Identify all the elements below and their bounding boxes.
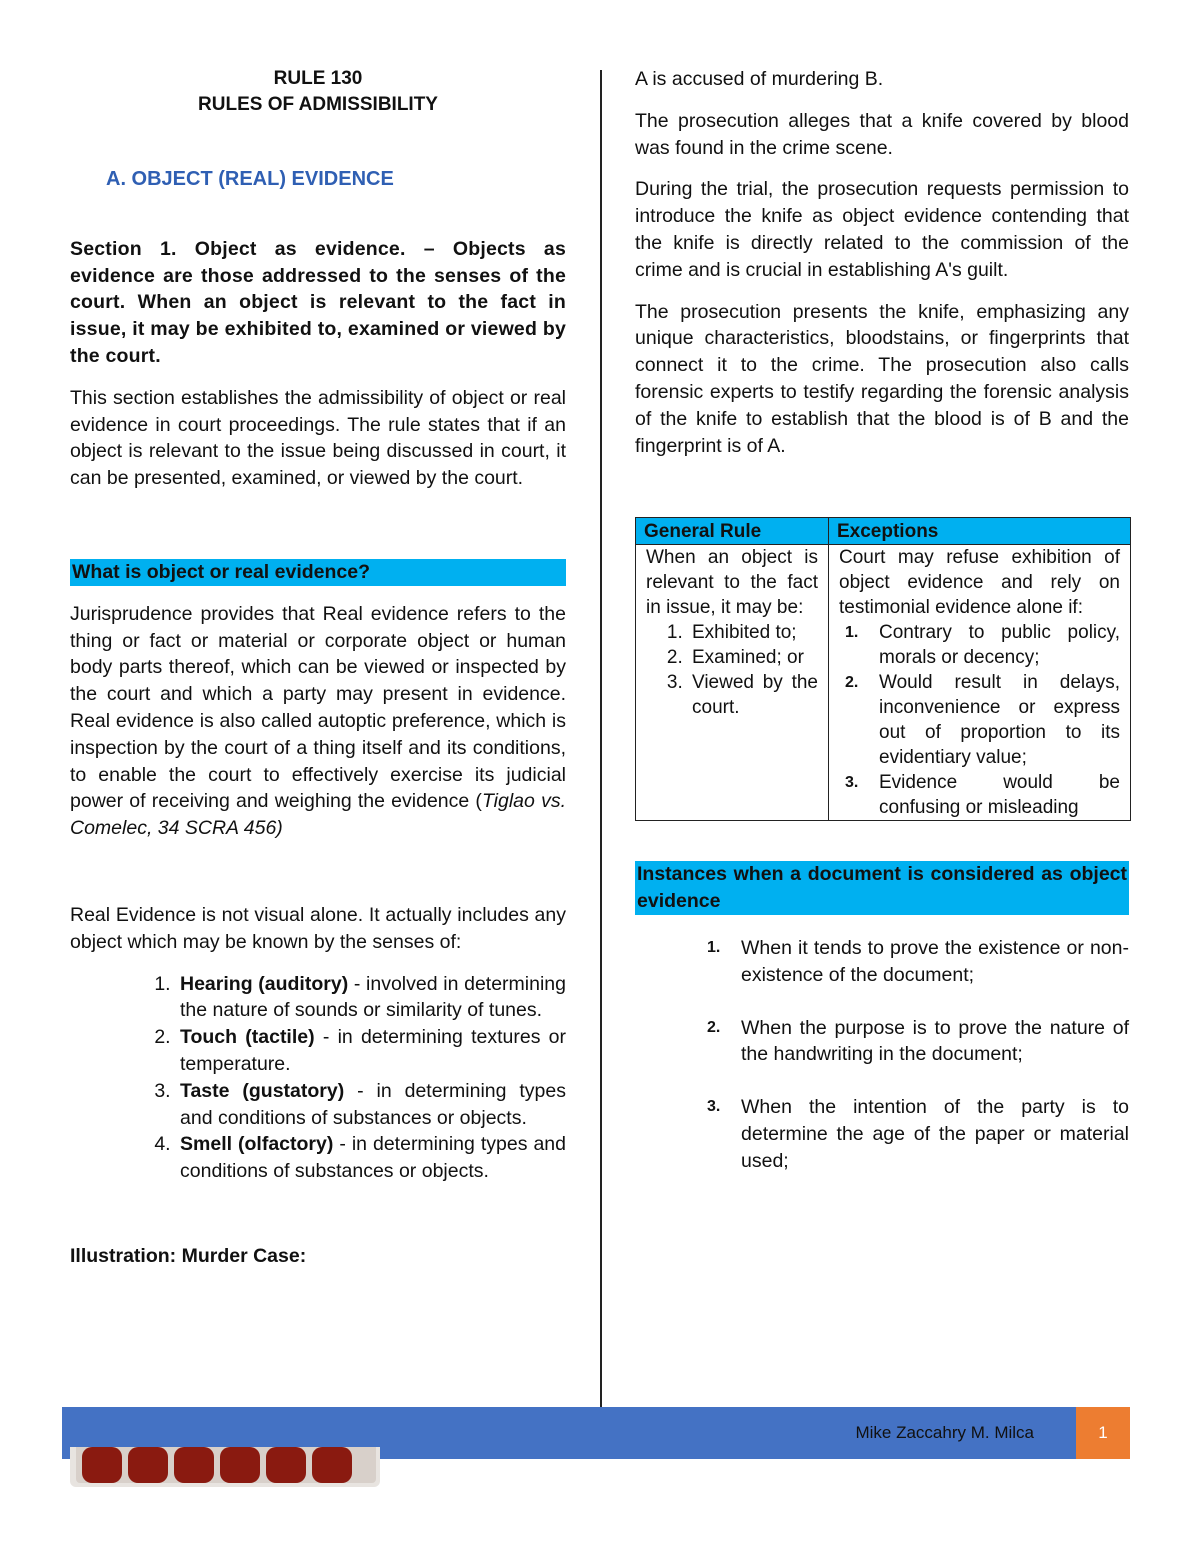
case-paragraph-2: The prosecution alleges that a knife covered by blood was found in the crime scene. bbox=[635, 109, 1129, 159]
jurisprudence-text: Jurisprudence provides that Real evidence refers to the thing or fact or material or corporate object or human body parts thereof, which can be viewed or inspected by the court and which a party may present in evidence. Real evidence is also called autoptic preference, which is inspection by the court of a thing itself and its conditions, to enable the court to effectively exercise its judicial power of receiving and weighing the evidence ( bbox=[70, 602, 566, 813]
section-1-text: Section 1. Object as evidence. – Objects as evidence are those addressed to the senses of the court. When an object is relevant to the fact in issue, it may be exhibited to, examined or viewed by the court. bbox=[70, 237, 566, 367]
instances-heading: Instances when a document is considered as object evidence bbox=[635, 861, 1129, 915]
senses-list bbox=[70, 971, 566, 1185]
case-paragraph-3: During the trial, the prosecution requests permission to introduce the knife as object evidence contending that the knife is directly related to the commission of the crime and is crucial in establishing A's guilt. bbox=[635, 178, 1129, 281]
list-item: 1. When it tends to prove the existence or non-existence of the document; bbox=[707, 936, 1129, 986]
illustration-heading: Illustration: Murder Case: bbox=[70, 1244, 307, 1267]
admissibility-paragraph: This section establishes the admissibility of object or real evidence in court proceedings. The rule states that if an object is relevant to the issue being discussed in court, it can be presented, examined, or viewed by the court. bbox=[70, 386, 566, 490]
list-item: 2. When the purpose is to prove the nature of the handwriting in the document; bbox=[707, 1016, 1129, 1066]
exceptions-intro: Court may refuse exhibition of object evidence and rely on testimonial evidence alone if: bbox=[839, 547, 1120, 619]
page-number: 1 bbox=[1076, 1407, 1130, 1459]
exception-text: Would result in delays, inconvenience or express out of proportion to its evidentiary value; bbox=[879, 672, 1120, 769]
sense-desc: - in determining types and conditions of substances or objects. bbox=[180, 1133, 566, 1183]
object-evidence-heading: A. OBJECT (REAL) EVIDENCE bbox=[106, 168, 394, 190]
general-rule-list bbox=[646, 620, 818, 720]
jurisprudence-citation: Tiglao vs. Comelec, 34 SCRA 456) bbox=[70, 790, 566, 840]
rule-subtitle: RULES OF ADMISSIBILITY bbox=[198, 94, 438, 115]
sense-desc: - in determining types and conditions of substances or objects. bbox=[180, 1079, 566, 1129]
case-paragraph-4: The prosecution presents the knife, emphasizing any unique characteristics, bloodstains, or fingerprints that connect it to the crime. The prosecution also calls forensic experts to testify regarding the forensic analysis of the knife to establish that the blood is of B and the fingerprint is of A. bbox=[635, 300, 1129, 457]
instance-text: When the purpose is to prove the nature of the handwriting in the document; bbox=[741, 1016, 1129, 1066]
rules-table bbox=[635, 517, 1131, 821]
instance-text: When the intention of the party is to determine the age of the paper or material used; bbox=[741, 1096, 1129, 1172]
list-item: 3. Viewed by the court. bbox=[688, 670, 818, 720]
exceptions-cell bbox=[829, 545, 1131, 821]
logo-graphic bbox=[62, 1407, 382, 1491]
list-item: 2. Would result in delays, inconvenience or express out of proportion to its evidentiary value; bbox=[845, 672, 1120, 769]
list-item: 3. Evidence would be confusing or misleading bbox=[845, 772, 1120, 819]
real-evidence-paragraph: Real Evidence is not visual alone. It actually includes any object which may be known by the senses of: bbox=[70, 903, 566, 953]
instance-text: When it tends to prove the existence or non-existence of the document; bbox=[741, 936, 1129, 986]
general-rule-cell bbox=[636, 545, 829, 821]
column-divider bbox=[600, 70, 602, 1410]
exception-text: Evidence would be confusing or misleading bbox=[879, 772, 1120, 819]
case-paragraph-1: A is accused of murdering B. bbox=[635, 68, 884, 90]
object-evidence-question-heading: What is object or real evidence? bbox=[70, 559, 566, 586]
list-item bbox=[176, 1024, 566, 1078]
sense-term: Taste (gustatory) bbox=[180, 1079, 345, 1102]
sense-desc: - involved in determining the nature of sounds or similarity of tunes. bbox=[180, 972, 566, 1022]
list-item bbox=[176, 971, 566, 1025]
rule-title: RULE 130 bbox=[273, 68, 363, 89]
footer-logo-image bbox=[62, 1407, 382, 1491]
sense-term: Smell (olfactory) bbox=[180, 1133, 334, 1156]
sense-term: Touch (tactile) bbox=[180, 1026, 315, 1049]
exceptions-list bbox=[839, 620, 1120, 820]
general-rule-header: General Rule bbox=[636, 518, 829, 545]
footer-author: Mike Zaccahry M. Milca bbox=[855, 1423, 1034, 1442]
exception-text: Contrary to public policy, morals or decency; bbox=[879, 622, 1120, 669]
exceptions-header: Exceptions bbox=[829, 518, 1131, 545]
sense-term: Hearing (auditory) bbox=[180, 972, 349, 995]
list-item: 1. Contrary to public policy, morals or decency; bbox=[845, 622, 1120, 669]
list-item bbox=[176, 1131, 566, 1185]
list-item: 2. Examined; or bbox=[688, 645, 818, 670]
right-column bbox=[635, 66, 1129, 1201]
list-item bbox=[176, 1078, 566, 1132]
list-item: 1. Exhibited to; bbox=[688, 620, 818, 645]
sense-desc: - in determining textures or temperature. bbox=[180, 1026, 566, 1075]
instances-list bbox=[635, 935, 1129, 1175]
list-item: 3. When the intention of the party is to determine the age of the paper or material used; bbox=[707, 1096, 1129, 1172]
general-rule-intro: When an object is relevant to the fact in issue, it may be: bbox=[646, 547, 818, 619]
jurisprudence-paragraph bbox=[70, 601, 566, 842]
left-column bbox=[70, 66, 566, 1270]
